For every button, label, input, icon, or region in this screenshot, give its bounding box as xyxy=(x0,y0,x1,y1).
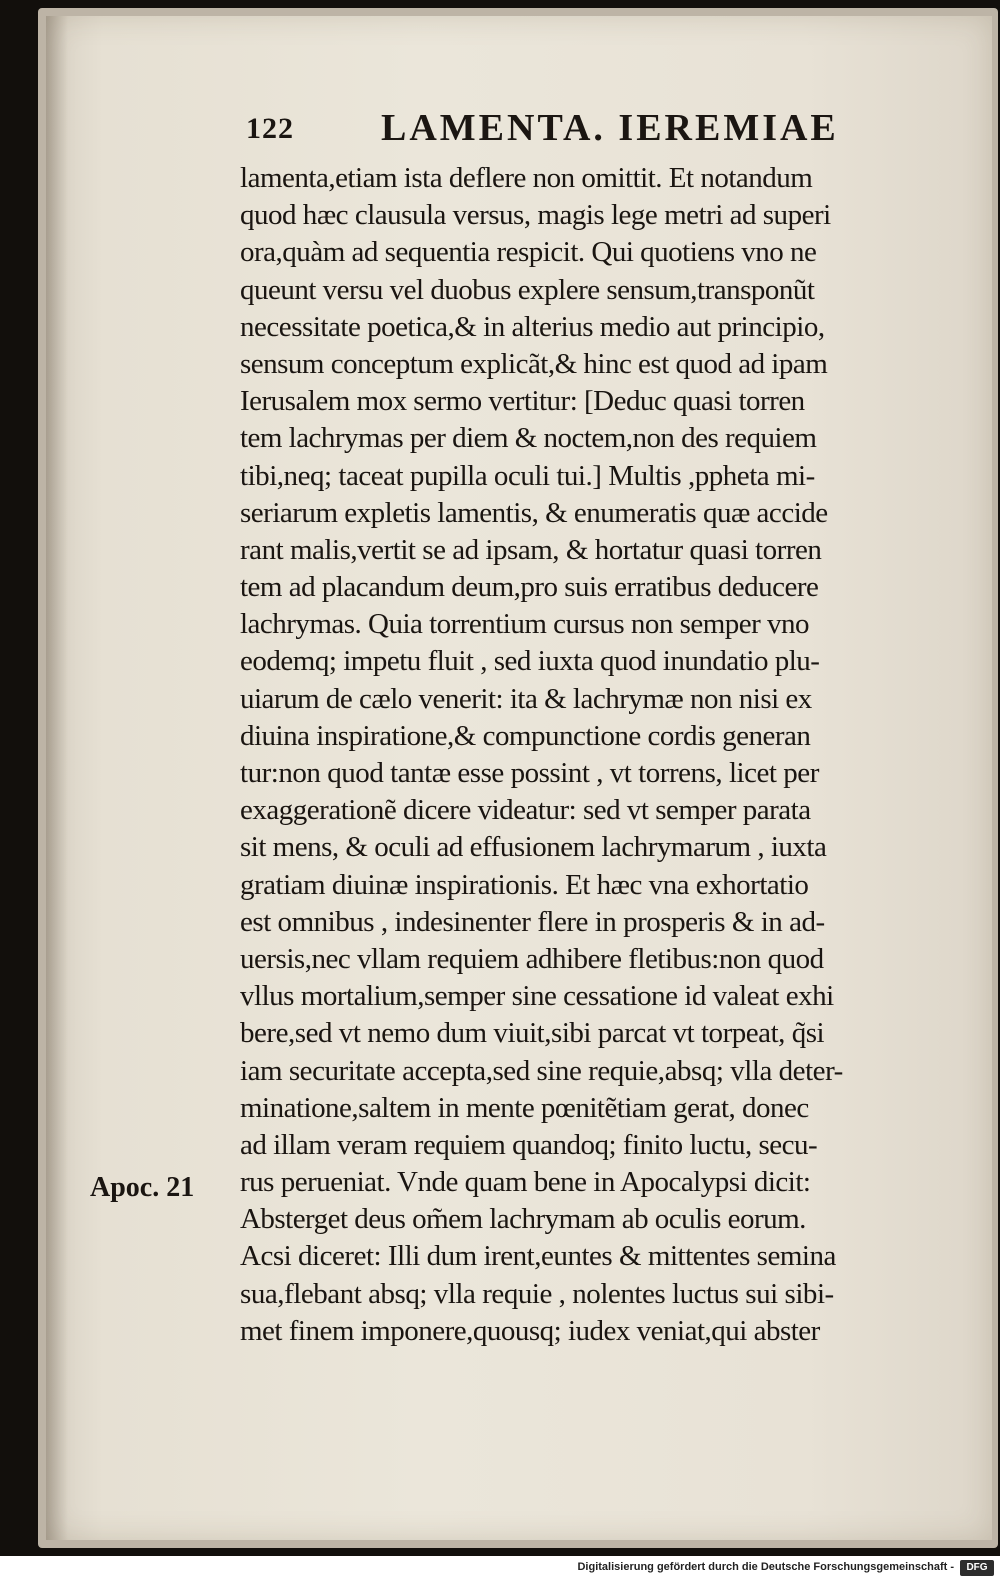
text-line: lamenta,etiam ista deflere non omittit. Et notandum xyxy=(240,162,813,194)
dfg-logo: DFG xyxy=(960,1560,994,1576)
text-line: met finem imponere,quousq; iudex veniat,qui abster xyxy=(240,1314,820,1347)
page-header xyxy=(246,104,866,156)
text-line: tur:non quod tantæ esse possint , vt torrens, licet per xyxy=(240,757,819,789)
text-line: uersis,nec vllam requiem adhibere fletibus:non quod xyxy=(240,942,824,975)
running-title: LAMENTA. IEREMIAE xyxy=(381,107,839,149)
text-line: eodemq; impetu fluit , sed iuxta quod inundatio plu- xyxy=(240,645,820,678)
text-line: lachrymas. Quia torrentium cursus non semper vno xyxy=(240,608,809,641)
text-line: quod hæc clausula versus, magis lege metri ad superi xyxy=(240,199,831,232)
text-line: sit mens, & oculi ad effusionem lachrymarum , iuxta xyxy=(240,831,827,864)
text-line: queunt versu vel duobus explere sensum,transponũt xyxy=(240,273,815,306)
text-line: Absterget deus om̃em lachrymam ab oculis eorum. xyxy=(240,1203,806,1236)
text-line: tem ad placandum deum,pro suis erratibus deducere xyxy=(240,571,819,604)
text-line: iam securitate accepta,sed sine requie,absq; vlla deter- xyxy=(240,1054,843,1087)
text-line: Ierusalem mox sermo vertitur: [Deduc quasi torren xyxy=(240,385,805,418)
text-line: bere,sed vt nemo dum viuit,sibi parcat vt torpeat, q̃si xyxy=(240,1017,825,1050)
text-line: gratiam diuinæ inspirationis. Et hæc vna exhortatio xyxy=(240,868,809,901)
marginal-note: Apoc. 21 xyxy=(90,1172,195,1203)
text-line: necessitate poetica,& in alterius medio aut principio, xyxy=(240,310,825,343)
text-line: vllus mortalium,semper sine cessatione id valeat exhi xyxy=(240,980,834,1013)
text-line: est omnibus , indesinenter flere in prosperis & in ad- xyxy=(240,905,825,938)
text-line: minatione,saltem in mente pœnitẽtiam gerat, donec xyxy=(240,1091,809,1124)
text-line: rant malis,vertit se ad ipsam, & hortatur quasi torren xyxy=(240,533,822,566)
text-line: uiarum de cælo venerit: ita & lachrymæ non nisi ex xyxy=(240,682,812,715)
text-line: diuina inspiratione,& compunctione cordis generan xyxy=(240,719,811,752)
text-line: ora,quàm ad sequentia respicit. Qui quotiens vno ne xyxy=(240,236,817,269)
page-number: 122 xyxy=(246,112,294,145)
text-line: seriarum expletis lamentis, & enumeratis quæ accide xyxy=(240,496,828,529)
text-line: exaggerationẽ dicere videatur: sed vt semper parata xyxy=(240,794,811,827)
footer-bar xyxy=(0,1556,1000,1582)
text-line: tem lachrymas per diem & noctem,non des requiem xyxy=(240,422,817,455)
text-line: sensum conceptum explicãt,& hinc est quod ad ipam xyxy=(240,347,828,380)
text-line: Acsi diceret: Illi dum irent,euntes & mittentes semina xyxy=(240,1240,836,1273)
text-line: sua,flebant absq; vlla requie , nolentes luctus sui sibi- xyxy=(240,1277,834,1310)
text-line: ad illam veram requiem quandoq; finito luctu, secu- xyxy=(240,1128,818,1161)
page-gutter-shadow xyxy=(46,16,68,1540)
body-text xyxy=(240,160,945,1350)
text-line: rus perueniat. Vnde quam bene in Apocalypsi dicit: xyxy=(240,1166,811,1199)
footer-credit: Digitalisierung gefördert durch die Deutsche Forschungsgemeinschaft - xyxy=(577,1561,954,1573)
text-line: tibi,neq; taceat pupilla oculi tui.] Multis ,ppheta mi- xyxy=(240,459,815,492)
